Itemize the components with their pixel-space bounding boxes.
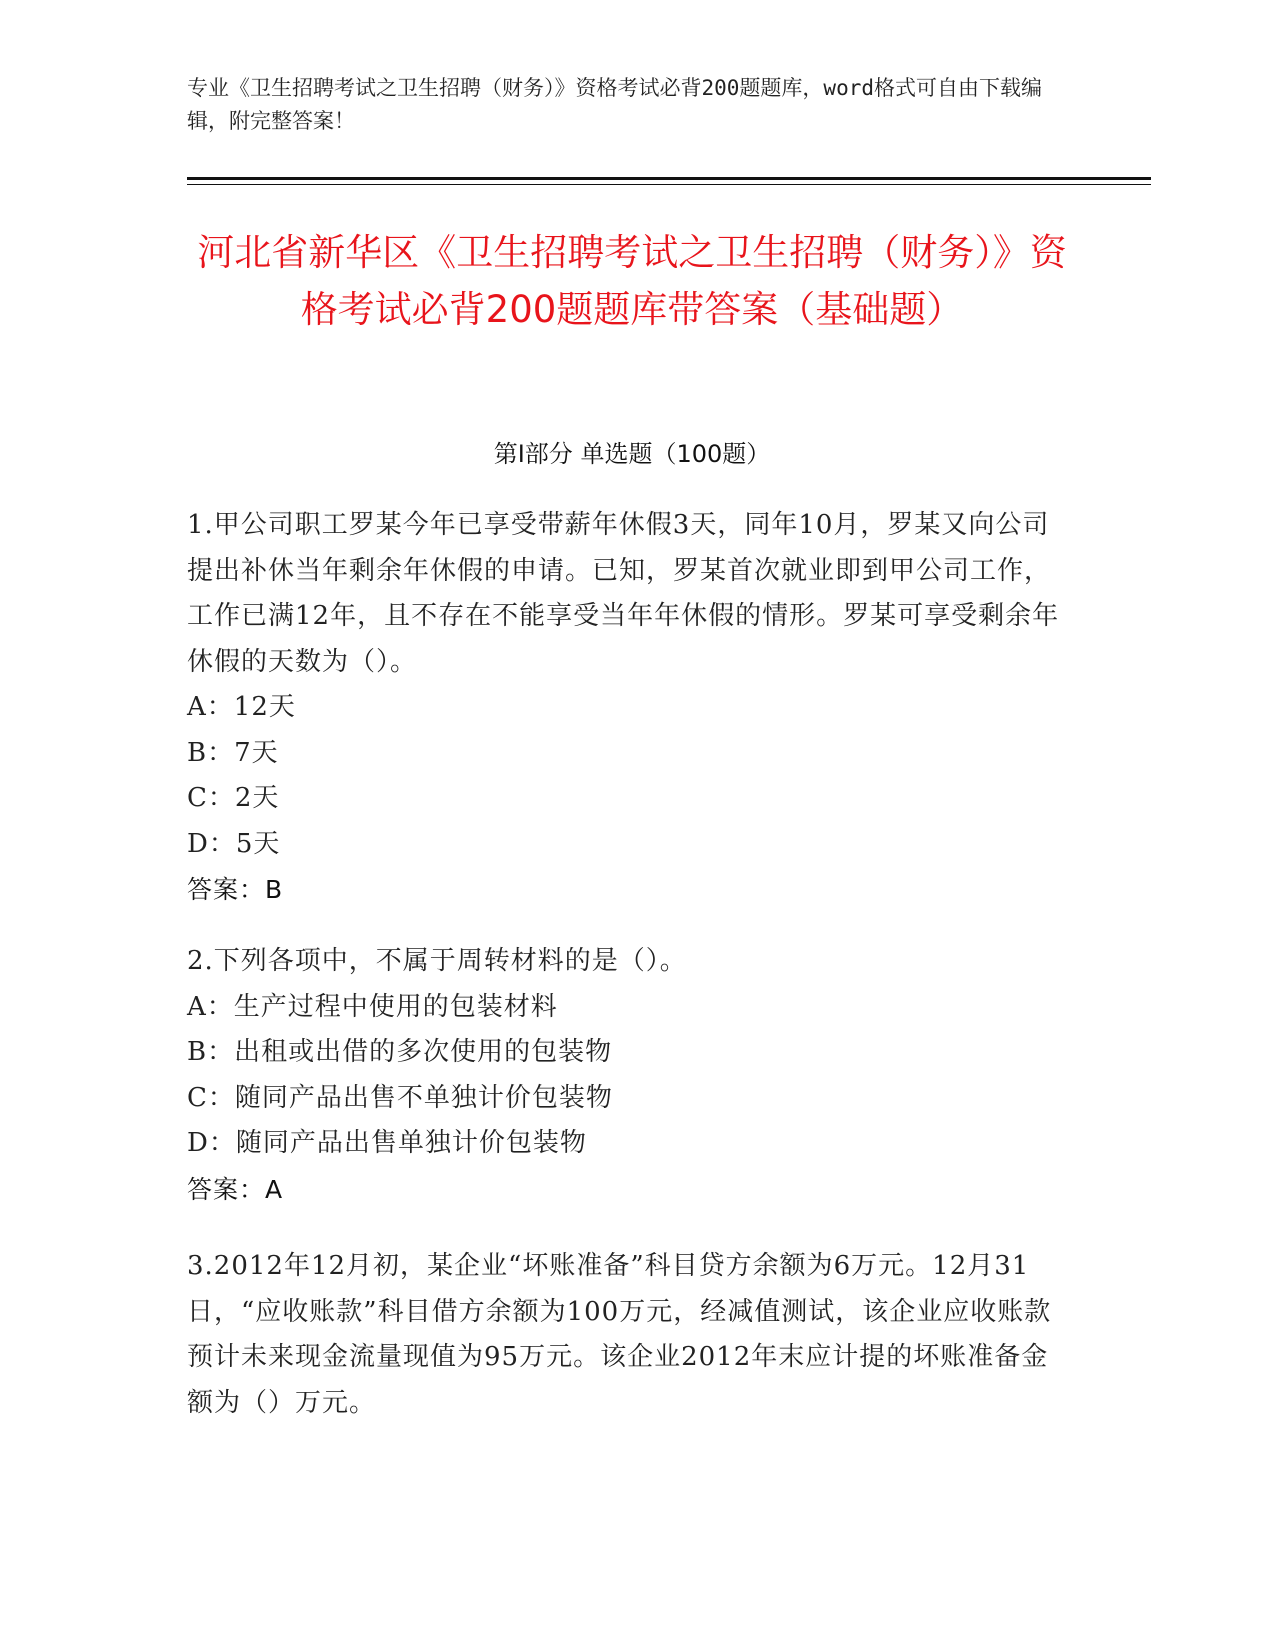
option-d: D：5天 — [187, 828, 281, 859]
option-b: B：7天 — [187, 737, 279, 768]
question-stem: 2.下列各项中，不属于周转材料的是（）。 — [187, 946, 687, 976]
question-1 — [187, 503, 1067, 913]
option-c: C：随同产品出售不单独计价包装物 — [187, 1082, 613, 1113]
document-title: 河北省新华区《卫生招聘考试之卫生招聘（财务）》资格考试必背200题题库带答案（基础题） — [197, 231, 1067, 331]
option-b: B：出租或出借的多次使用的包装物 — [187, 1037, 613, 1067]
option-a: A：生产过程中使用的包装材料 — [187, 991, 558, 1022]
option-c: C：2天 — [187, 783, 280, 813]
option-d: D：随同产品出售单独计价包装物 — [187, 1128, 587, 1158]
question-2 — [187, 939, 1067, 1212]
option-a: A：12天 — [187, 692, 296, 722]
answer-label: 答案：B — [187, 875, 284, 904]
question-stem: 3.2012年12月初，某企业“坏账准备”科目贷方余额为6万元。12月31日，“应收账款”科目借方余额为100万元，经减值测试，该企业应收账款预计未来现金流量现值为95万元。该企业2012年末应计提的坏账准备金额为（）万元。 — [187, 1251, 1052, 1418]
header-rule-thick — [187, 177, 1151, 180]
header-rule-thin — [187, 184, 1151, 185]
question-stem: 1.甲公司职工罗某今年已享受带薪年休假3天，同年10月，罗某又向公司提出补休当年剩余年休假的申请。已知，罗某首次就业即到甲公司工作，工作已满12年，且不存在不能享受当年年休假的情形。罗某可享受剩余年休假的天数为（）。 — [187, 510, 1060, 677]
question-3 — [187, 1244, 1067, 1426]
header-note: 专业《卫生招聘考试之卫生招聘（财务）》资格考试必背200题题库，word格式可自由下载编辑，附完整答案！ — [187, 76, 1042, 133]
answer-label: 答案：A — [187, 1174, 284, 1204]
section-title: 第Ⅰ部分 单选题（100题） — [493, 440, 771, 468]
